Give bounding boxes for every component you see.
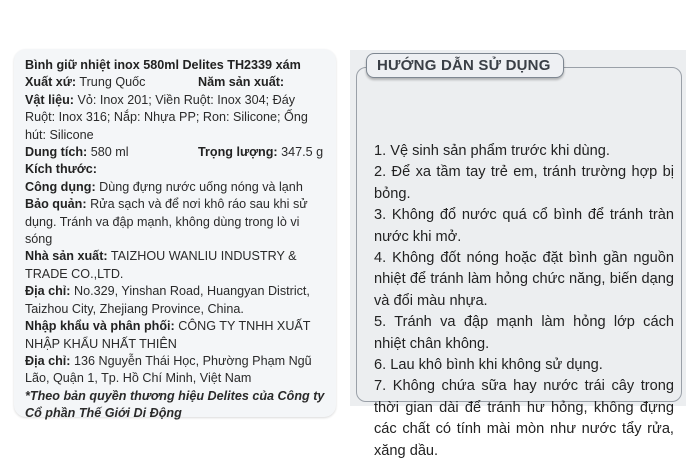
origin-year-row (25, 74, 326, 91)
instructions-list (374, 141, 674, 462)
instruction-item: 6. Lau khô bình khi không sử dụng. (374, 357, 603, 374)
origin-label: Xuất xứ: (25, 75, 77, 90)
usage: Công dụng: Dùng đựng nước uống nóng và lạnh (25, 179, 303, 194)
weight-label: Trọng lượng: (198, 145, 278, 160)
importer: Nhập khẩu và phân phối: CÔNG TY TNHH XUẤT NHẬP KHẨU NHẤT THIÊN (25, 319, 311, 351)
weight-value: 347.5 g (281, 145, 324, 160)
instruction-item: 1. Vệ sinh sản phẩm trước khi dùng. (374, 143, 610, 159)
capacity-weight-row (25, 144, 326, 161)
instruction-item: 7. Không chứa sữa hay nước trái cây trong thời gian dài để tránh hư hỏng, không đựng các chất có tính mài mòn như nước tẩy rửa, xăng dầu. (374, 378, 674, 459)
origin-value: Trung Quốc (79, 75, 146, 90)
instruction-item: 3. Không đổ nước quá cổ bình để tránh tràn nước khi mở. (374, 207, 674, 245)
manufacturer-address: Địa chỉ: No.329, Yinshan Road, Huangyan District, Taizhou City, Zhejiang Province, China. (25, 284, 310, 316)
capacity-label: Dung tích: (25, 145, 88, 160)
trademark-note: *Theo bản quyền thương hiệu Delites của Công ty Cổ phần Thế Giới Di Động (25, 388, 325, 421)
instructions-panel (350, 50, 686, 459)
instruction-item: 4. Không đốt nóng hoặc đặt bình gần nguồn nhiệt để tránh làm hỏng chức năng, biến dạng và đổi màu nhựa. (374, 250, 674, 309)
instruction-item: 5. Tránh va đập mạnh làm hỏng lớp cách nhiệt chân không. (374, 314, 674, 352)
instruction-item: 2. Để xa tầm tay trẻ em, tránh trường hợp bị bỏng. (374, 164, 674, 202)
size: Kích thước: (25, 162, 97, 177)
importer-address: Địa chỉ: 136 Nguyễn Thái Học, Phường Phạm Ngũ Lão, Quận 1, Tp. Hồ Chí Minh, Việt Nam (25, 353, 312, 386)
product-title: Bình giữ nhiệt inox 580ml Delites TH2339 xám (25, 58, 301, 72)
product-info-card (14, 49, 336, 421)
manufacturer: Nhà sản xuất: TAIZHOU WANLIU INDUSTRY & TRADE CO.,LTD. (25, 249, 297, 281)
storage: Bảo quản: Rửa sạch và để nơi khô ráo sau khi sử dụng. Tránh va đập mạnh, không dùng trong lò vi sóng (25, 197, 308, 247)
capacity-value: 580 ml (90, 145, 129, 160)
instructions-heading: HƯỚNG DẪN SỬ DỤNG (366, 53, 564, 78)
year-label: Năm sản xuất: (198, 75, 285, 90)
material: Vật liệu: Vỏ: Inox 201; Viền Ruột: Inox 304; Đáy Ruột: Inox 316; Nắp: Nhựa PP; Ron: Silicone; Ống hút: Silicone (25, 92, 308, 142)
